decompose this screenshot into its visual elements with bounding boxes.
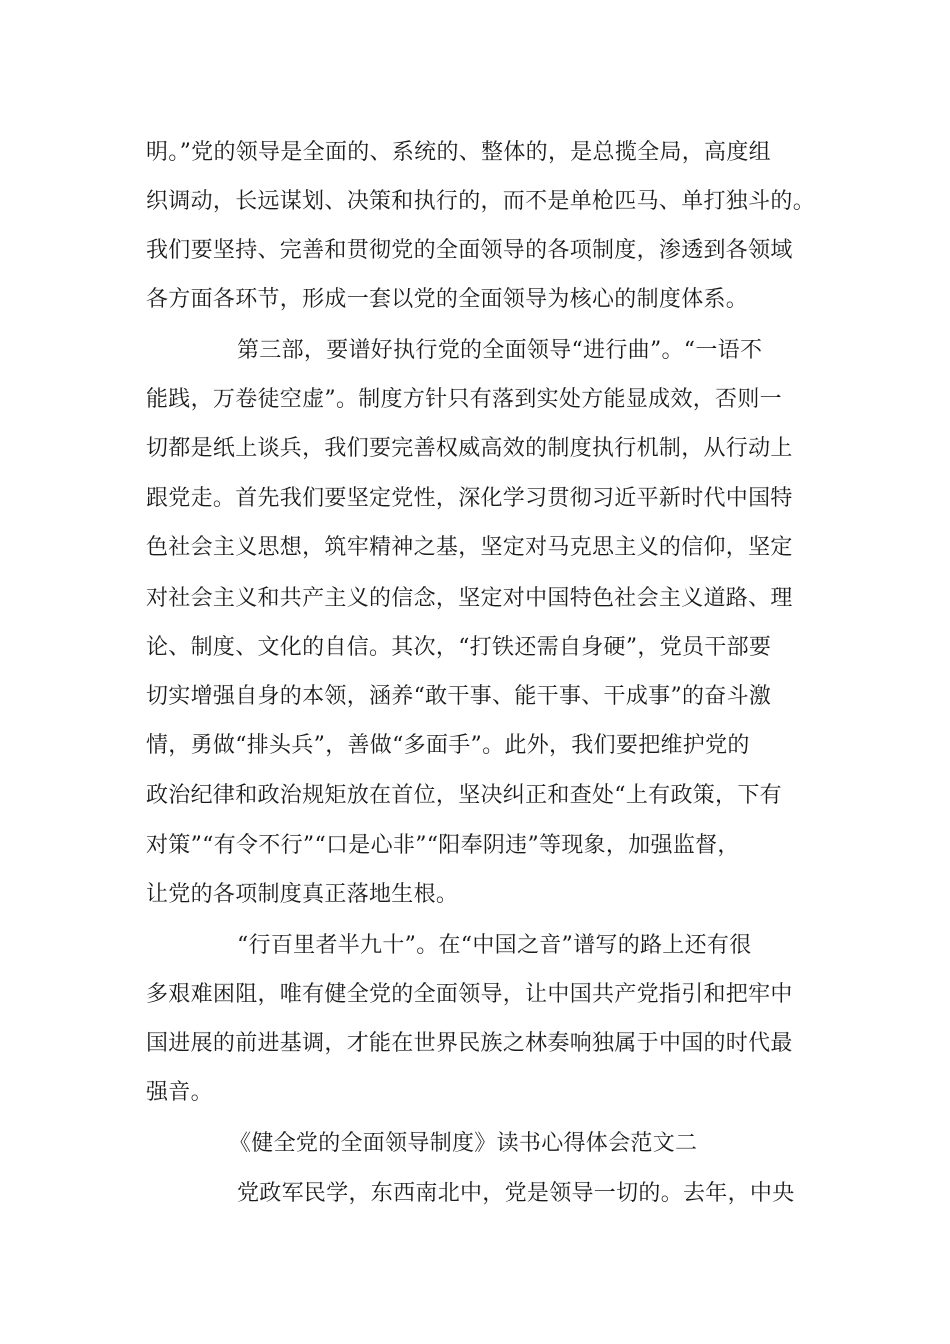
paragraph-start: “行百里者半九十”。在“中国之音”谱写的路上还有很 bbox=[237, 933, 752, 958]
text-line: 切都是纸上谈兵，我们要完善权威高效的制度执行机制，从行动上 bbox=[146, 436, 793, 461]
text-line: 对策”“有令不行”“口是心非”“阳奉阴违”等现象，加强监督， bbox=[146, 833, 740, 858]
text-line: 跟党走。首先我们要坚定党性，深化学习贯彻习近平新时代中国特 bbox=[146, 486, 793, 511]
text-line: 政治纪律和政治规矩放在首位，坚决纠正和查处“上有政策，下有 bbox=[146, 783, 782, 808]
text-line: 论、制度、文化的自信。其次，“打铁还需自身硬”，党员干部要 bbox=[146, 635, 772, 660]
section-heading: 《健全党的全面领导制度》读书心得体会范文二 bbox=[229, 1131, 698, 1156]
text-line: 切实增强自身的本领，涵养“敢干事、能干事、干成事”的奋斗激 bbox=[146, 684, 772, 709]
text-line: 各方面各环节，形成一套以党的全面领导为核心的制度体系。 bbox=[146, 287, 749, 312]
text-line: 让党的各项制度真正落地生根。 bbox=[146, 882, 459, 907]
text-line: 情，勇做“排头兵”，善做“多面手”。此外，我们要把维护党的 bbox=[146, 733, 750, 758]
text-line: 我们要坚持、完善和贯彻党的全面领导的各项制度，渗透到各领域 bbox=[146, 238, 793, 263]
text-line: 明。”党的领导是全面的、系统的、整体的，是总揽全局，高度组 bbox=[146, 140, 771, 165]
text-line: 强音。 bbox=[146, 1080, 213, 1105]
paragraph-start: 第三部，要谱好执行党的全面领导“进行曲”。“一语不 bbox=[237, 338, 763, 363]
text-line: 国进展的前进基调，才能在世界民族之林奏响独属于中国的时代最 bbox=[146, 1031, 793, 1056]
text-line: 色社会主义思想，筑牢精神之基，坚定对马克思主义的信仰，坚定 bbox=[146, 535, 793, 560]
text-line: 织调动，长远谋划、决策和执行的，而不是单枪匹马、单打独斗的。 bbox=[146, 189, 816, 214]
text-line: 多艰难困阻，唯有健全党的全面领导，让中国共产党指引和把牢中 bbox=[146, 982, 793, 1007]
paragraph-start: 党政军民学，东西南北中，党是领导一切的。去年，中央 bbox=[237, 1181, 795, 1206]
text-line: 能践，万卷徒空虚”。制度方针只有落到实处方能显成效，否则一 bbox=[146, 387, 782, 412]
text-line: 对社会主义和共产主义的信念，坚定对中国特色社会主义道路、理 bbox=[146, 586, 793, 611]
